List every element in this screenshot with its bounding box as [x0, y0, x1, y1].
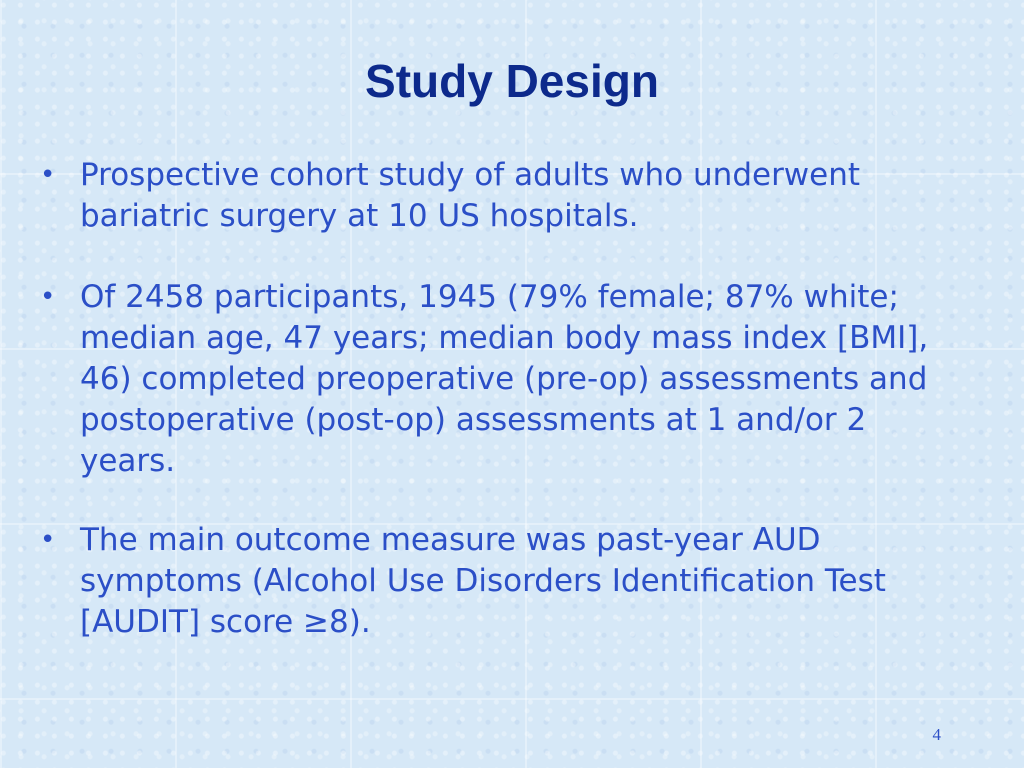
bullet-item-study-type	[40, 155, 970, 237]
bullet-dot-icon: •	[40, 282, 56, 312]
bullet-text: Of 2458 participants, 1945 (79% female; 87% white; median age, 47 years; median body mass index [BMI], 46) completed preoperative (pre-op) assessments and postoperative (post-op) assessments at 1 and/or 2 years.	[80, 279, 929, 479]
bullet-dot-icon: •	[40, 160, 56, 190]
bullet-dot-icon: •	[40, 525, 56, 555]
bullet-text: The main outcome measure was past-year AUD symptoms (Alcohol Use Disorders Identification Test [AUDIT] score ≥8).	[80, 522, 886, 640]
slide-title: Study Design	[365, 55, 659, 107]
page-number: 4	[932, 725, 941, 744]
bullet-text: Prospective cohort study of adults who underwent bariatric surgery at 10 US hospitals.	[80, 157, 861, 234]
bullet-list	[40, 155, 970, 683]
bullet-item-outcome	[40, 520, 970, 643]
bullet-item-participants	[40, 277, 970, 482]
